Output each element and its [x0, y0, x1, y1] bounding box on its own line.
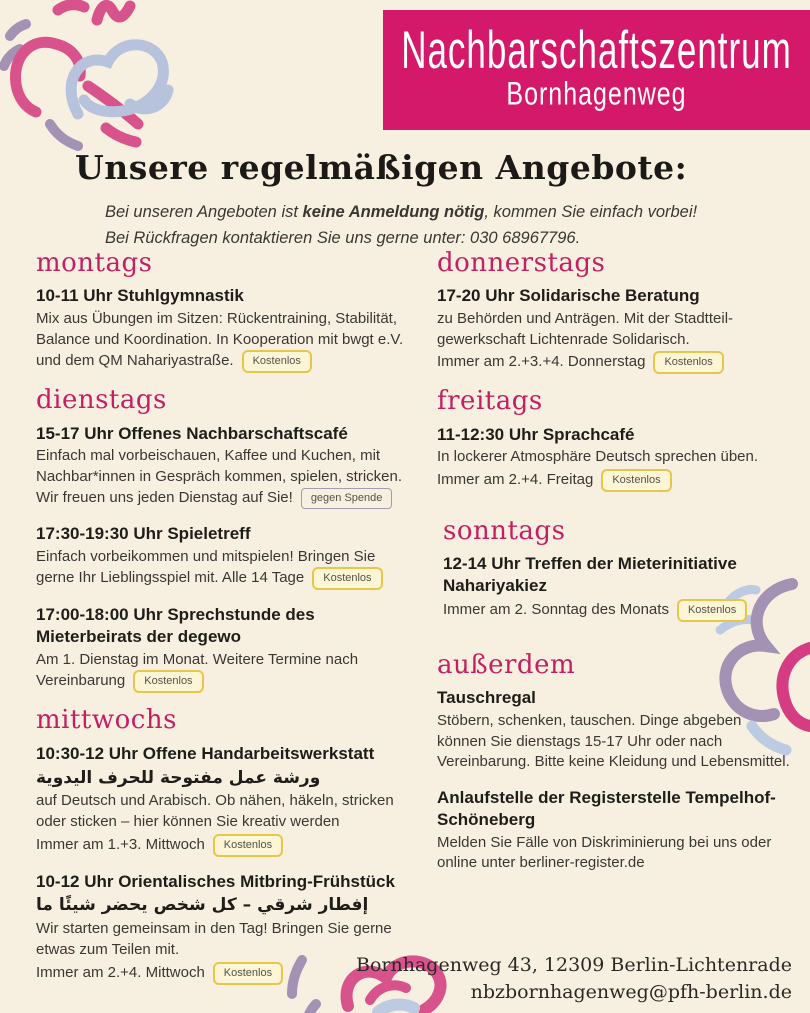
- event: [36, 285, 416, 373]
- section-freitags: [437, 388, 793, 492]
- section-donnerstags: [437, 250, 793, 374]
- badge-gegen-spende: gegen Spende: [301, 488, 393, 509]
- event: [36, 423, 416, 509]
- event-body-text: Einfach vorbeikommen und mitspielen! Bringen Sie gerne Ihr Lieblingsspiel mit. Alle 14 Tage: [36, 547, 376, 587]
- event-title: Anlaufstelle der Registerstelle Tempelhof- Schöneberg: [437, 788, 776, 829]
- event-title: 10-11 Uhr Stuhlgymnastik: [36, 286, 244, 306]
- org-name: Nachbarschaftszentrum: [401, 21, 792, 80]
- event: [437, 787, 793, 874]
- badge-kostenlos: Kostenlos: [653, 351, 723, 374]
- event-meta-text: Immer am 2.+4. Mittwoch: [36, 963, 205, 981]
- event-title: 15-17 Uhr Offenes Nachbarschaftscafé: [36, 423, 348, 443]
- section-heading-freitags: freitags: [437, 386, 543, 417]
- badge-kostenlos: Kostenlos: [242, 350, 312, 373]
- event-meta: [36, 834, 416, 857]
- badge-kostenlos: Kostenlos: [677, 599, 747, 622]
- event-body-text: Melden Sie Fälle von Diskriminierung bei uns oder online unter berliner-register.de: [437, 833, 772, 872]
- event-title: 17:30-19:30 Uhr Spieletreff: [36, 523, 251, 543]
- event-meta: [437, 469, 793, 492]
- section-dienstags: [36, 387, 416, 693]
- event-title: 10-12 Uhr Orientalisches Mitbring-Frühstück: [36, 871, 395, 891]
- event: [36, 604, 416, 693]
- event-body-text: In lockerer Atmosphäre Deutsch sprechen üben.: [437, 448, 759, 466]
- intro-line-1: Bei unseren Angeboten ist keine Anmeldung nötig, kommen Sie einfach vorbei!: [105, 203, 698, 221]
- event-body-text: zu Behörden und Anträgen. Mit der Stadtteil-gewerkschaft Lichtenrade Solidarisch.: [437, 310, 734, 348]
- section-heading-dienstags: dienstags: [36, 385, 167, 416]
- badge-kostenlos: Kostenlos: [213, 834, 283, 857]
- event-body-text: auf Deutsch und Arabisch. Ob nähen, häkeln, stricken oder sticken – hier können Sie kreativ werden: [36, 792, 394, 830]
- section-mittwochs: [36, 707, 416, 984]
- page-title: Unsere regelmäßigen Angebote:: [75, 148, 688, 187]
- badge-kostenlos: Kostenlos: [312, 567, 382, 590]
- event-title: 12-14 Uhr Treffen der Mieterinitiative Nahariyakiez: [443, 554, 737, 596]
- event-body: [36, 650, 416, 694]
- footer-email: nbzbornhagenweg@pfh-berlin.de: [470, 981, 792, 1004]
- badge-kostenlos: Kostenlos: [133, 670, 203, 693]
- event-title-arabic: إفطار شرقي – كل شخص يحضر شيئًا ما: [36, 895, 369, 916]
- event-body: [36, 446, 416, 508]
- badge-kostenlos: Kostenlos: [213, 962, 283, 985]
- event: [443, 553, 793, 622]
- event-meta-text: Immer am 2. Sonntag des Monats: [443, 600, 669, 618]
- section-montags: [36, 250, 416, 373]
- section-heading-donnerstags: donnerstags: [437, 248, 606, 278]
- event-body: [437, 309, 793, 350]
- event-body: [437, 711, 793, 773]
- org-location: Bornhagenweg: [506, 75, 687, 113]
- section-sonntags: [437, 518, 793, 622]
- event-body: [36, 309, 416, 373]
- event: [437, 424, 793, 492]
- column-right: [437, 250, 793, 888]
- event-title: 17:00-18:00 Uhr Sprechstunde des Mieterbeirats der degewo: [36, 605, 315, 647]
- event-title: 11-12:30 Uhr Sprachcafé: [437, 424, 635, 444]
- event-meta-text: Immer am 2.+3.+4. Donnerstag: [437, 353, 646, 371]
- section-heading-montags: montags: [36, 248, 153, 278]
- section-heading-ausserdem: außerdem: [437, 649, 576, 680]
- event-title: 10:30-12 Uhr Offene Handarbeitswerkstatt: [36, 743, 375, 763]
- event-body: [36, 547, 416, 591]
- event-body-text: Wir starten gemeinsam in den Tag! Bringen Sie gerne etwas zum Teilen mit.: [36, 920, 392, 958]
- footer-address: Bornhagenweg 43, 12309 Berlin-Lichtenrade: [356, 953, 792, 976]
- event-meta: [437, 351, 793, 374]
- section-ausserdem: [437, 649, 793, 874]
- intro-text: [105, 200, 705, 251]
- event-meta-text: Immer am 2.+4. Freitag: [437, 471, 594, 489]
- event-body-text: Stöbern, schenken, tauschen. Dinge abgeben können Sie dienstags 15-17 Uhr oder nach Vereinbarung. Bitte keine Kleidung und Lebensmittel.: [437, 712, 790, 771]
- event-meta-text: Immer am 1.+3. Mittwoch: [36, 835, 205, 853]
- event-title: 17-20 Uhr Solidarische Beratung: [437, 286, 700, 306]
- badge-kostenlos: Kostenlos: [601, 469, 671, 492]
- event: [36, 743, 416, 857]
- intro-line-2: Bei Rückfragen kontaktieren Sie uns gerne unter: 030 68967796.: [105, 228, 581, 247]
- event-body: [36, 791, 416, 832]
- event-meta: [443, 599, 793, 622]
- header-banner: [383, 10, 810, 130]
- event: [36, 523, 416, 590]
- event-body: [437, 447, 793, 468]
- section-heading-sonntags: sonntags: [443, 516, 566, 547]
- section-heading-mittwochs: mittwochs: [36, 705, 177, 736]
- footer-contact: [356, 952, 792, 1007]
- column-left: [36, 250, 416, 999]
- event: [437, 687, 793, 773]
- event-body: [437, 833, 793, 874]
- event-body-text: Mix aus Übungen im Sitzen: Rückentraining, Stabilität, Balance und Koordination. In Kooperation mit bwgt e.V. und dem QM Nahariyastraße.: [36, 310, 404, 370]
- no-registration-emphasis: keine Anmeldung nötig: [302, 203, 485, 221]
- event-title: Tauschregal: [437, 688, 536, 708]
- event-body-text: Am 1. Dienstag im Monat. Weitere Termine nach Vereinbarung: [36, 650, 359, 690]
- event: [437, 285, 793, 374]
- event-body-text: Einfach mal vorbeischauen, Kaffee und Kuchen, mit Nachbar*innen in Gespräch kommen, spielen, stricken. Wir freuen uns jeden Dienstag auf Sie!: [36, 447, 403, 506]
- event-title-arabic: ورشة عمل مفتوحة للحرف اليدوية: [36, 767, 321, 788]
